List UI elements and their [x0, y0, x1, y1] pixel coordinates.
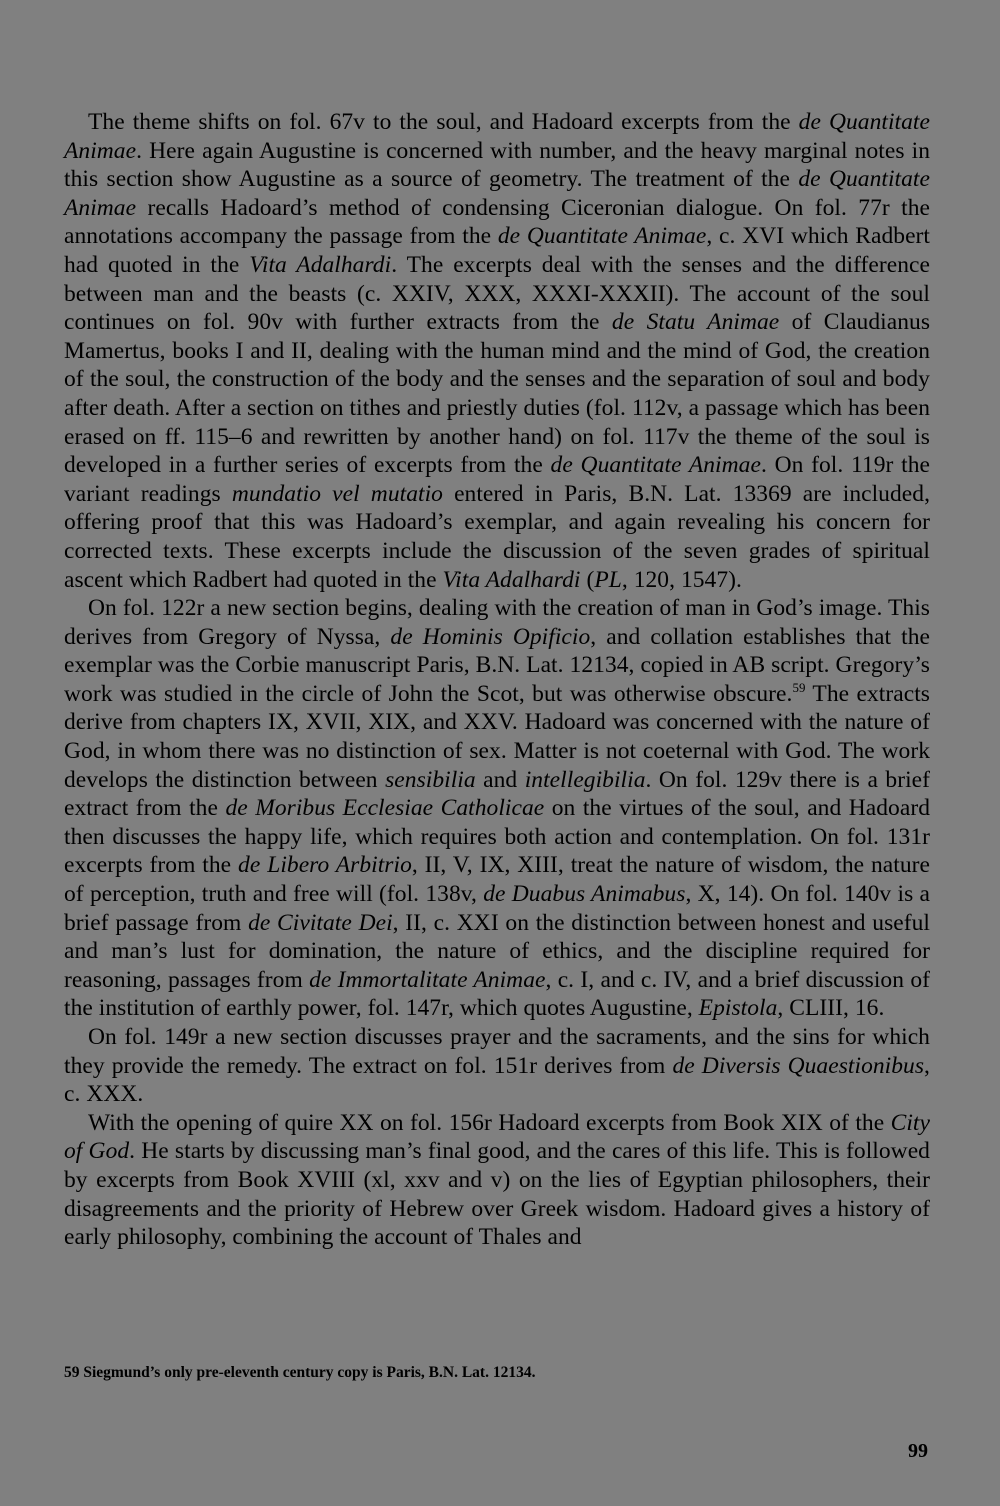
body-paragraph [64, 108, 930, 594]
italic-title: de Quantitate Animae [497, 223, 707, 250]
text-run: The theme shifts on fol. 67v to the soul, and Hadoard excerpts from the [88, 109, 799, 135]
page-number: 99 [908, 1440, 928, 1462]
italic-title: de Immortalitate Animae [309, 966, 546, 993]
text-run: , II, V, IX, XIII, treat the nature of wisdom, the nature of perception, truth and free will (fol. 138v, [64, 852, 930, 908]
text-run: On fol. 122r a new section begins, dealing with the creation of man in God’s image. This derives from Gregory of Nyssa, [64, 595, 930, 650]
text-run: entered in Paris, B.N. Lat. 13369 are included, offering proof that this was Hadoard’s exemplar, and again revealing his concern for corrected texts. These excerpts include the discussion of the seven grades of spiritual ascent which Radbert had quoted in the [64, 480, 930, 593]
italic-title: Epistola [698, 995, 778, 1022]
footnote-59: 59 Siegmund’s only pre-eleventh century copy is Paris, B.N. Lat. 12134. [64, 1364, 536, 1381]
body-paragraph [64, 1109, 930, 1252]
text-run: , and collation establishes that the exemplar was the Corbie manuscript Paris, B.N. Lat. 12134, copied in AB script. Gregory’s work was studied in the circle of John the Scot, but was otherwise obscure. [64, 623, 930, 707]
text-run: With the opening of quire XX on fol. 156r Hadoard excerpts from Book XIX of the [88, 1109, 891, 1136]
italic-title: Vita Adalhardi [249, 251, 392, 278]
text-run: The extracts derive from chapters IX, XVII, XIX, and XXV. Hadoard was concerned with the nature of God, in whom there was no distinction of sex. Matter is not coeternal with God. The work develops the distinction between [64, 680, 930, 793]
main-text [64, 108, 930, 1252]
italic-title: de Diversis Quaestionibus [672, 1052, 925, 1079]
text-run: , X, 14). On fol. 140v is a brief passage from [64, 881, 931, 936]
text-run: , c. XXX. [64, 1052, 930, 1108]
text-run: . Here again Augustine is concerned with number, and the heavy marginal notes in this section show Augustine as a source of geometry. The treatment of the [64, 137, 930, 193]
italic-title: de Duabus Animabus [483, 881, 686, 908]
text-run: , II, c. XXI on the distinction between honest and useful and man’s lust for domination, the nature of ethics, and the discipline required for reasoning, passages from [64, 909, 931, 993]
italic-title: de Libero Arbitrio [238, 852, 412, 879]
text-run: . He starts by discussing man’s final good, and the cares of this life. This is followed by excerpts from Book XVIII (xl, xxv and v) on the lies of Egyptian philosophers, their disagreements and the priority of Hebrew over Greek wisdom. Hadoard gives a history of early philosophy, combining the account of Thales and [64, 1138, 930, 1251]
text-run: , c. I, and c. IV, and a brief discussion of the institution of earthly power, fol. 147r, which quotes Augustine, [64, 966, 930, 1022]
text-run: On fol. 149r a new section discusses prayer and the sacraments, and the sins for which they provide the remedy. The extract on fol. 151r derives from [64, 1024, 930, 1079]
italic-title: Vita Adalhardi [442, 566, 581, 593]
body-paragraph [64, 1023, 930, 1109]
text-run: ( [580, 566, 595, 593]
text-run: recalls Hadoard’s method of condensing Ciceronian dialogue. On fol. 77r the annotations accompany the passage from the [64, 194, 930, 250]
italic-title: de Quantitate Animae [64, 166, 930, 221]
italic-title: sensibilia [385, 766, 476, 793]
italic-title: de Hominis Opificio [390, 623, 591, 650]
italic-title: PL [594, 566, 622, 593]
text-run: of Claudianus Mamertus, books I and II, dealing with the human mind and the mind of God, the creation of the soul, the construction of the body and the senses and the separation of soul and body after death. After a section on tithes and priestly duties (fol. 112v, a passage which has been erased on ff. 115–6 and rewritten by another hand) on fol. 117v the theme of the soul is developed in a further series of excerpts from the [64, 309, 931, 479]
italic-title: de Statu Animae [611, 309, 780, 336]
italic-title: intellegibilia [524, 766, 646, 793]
text-run: , 120, 1547). [621, 566, 742, 593]
text-run: , c. XVI which Radbert had quoted in the [64, 223, 931, 278]
text-run: on the virtues of the soul, and Hadoard then discusses the happy life, which requires both action and contemplation. On fol. 131r excerpts from the [64, 795, 931, 879]
text-run: , CLIII, 16. [777, 995, 885, 1022]
text-run: . On fol. 119r the variant readings [64, 452, 931, 507]
italic-title: mundatio vel mutatio [231, 480, 443, 507]
body-paragraph [64, 594, 930, 1023]
text-run: . On fol. 129v there is a brief extract from the [64, 766, 931, 822]
italic-title: de Civitate Dei [248, 909, 393, 936]
italic-title: City of God [64, 1109, 930, 1165]
italic-title: de Quantitate Animae [64, 109, 930, 164]
text-run: . The excerpts deal with the senses and the difference between man and the beasts (c. XXIV, XXX, XXXI-XXXII). The account of the soul continues on fol. 90v with further extracts from the [64, 251, 930, 336]
text-run: and [475, 766, 525, 793]
italic-title: de Moribus Ecclesiae Catholicae [225, 795, 545, 822]
italic-title: de Quantitate Animae [550, 452, 761, 479]
footnote-ref: 59 [792, 680, 806, 696]
